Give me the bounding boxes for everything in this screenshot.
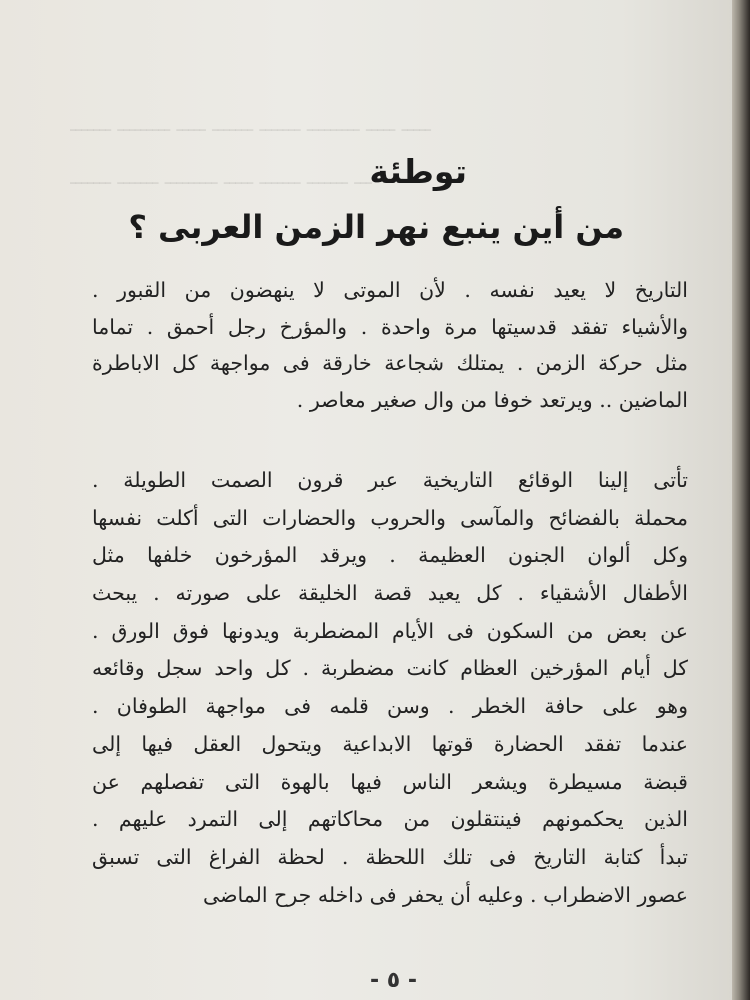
text-line: عندما تفقد الحضارة قوتها الابداعية ويتحول العقل فيها إلى xyxy=(92,731,688,756)
text-line: محملة بالفضائح والمآسى والحروب والحضارات التى أكلت نفسها xyxy=(92,505,688,530)
text-line: عصور الاضطراب . وعليه أن يحفر فى داخله جرح الماضى xyxy=(203,882,688,907)
text-line: تبدأ كتابة التاريخ فى تلك اللحظة . لحظة الفراغ التى تسبق xyxy=(92,844,688,869)
text-line: مثل حركة الزمن . يمتلك شجاعة خارقة فى مواجهة كل الاباطرة xyxy=(92,351,688,375)
page-edge-shadow xyxy=(732,0,750,1000)
text-line: وكل ألوان الجنون العظيمة . ويرقد المؤرخون خلفها مثل xyxy=(92,543,688,568)
paragraph-2 xyxy=(92,462,688,914)
bleed-through-text: ـــــــ ـــــــــ ـــــ ـــــــ ـــــــ ـــــــــ ـــــ ـــــ xyxy=(70,112,431,136)
chapter-heading: توطئة xyxy=(369,152,467,191)
paragraph-1 xyxy=(92,272,688,418)
text-line: كل أيام المؤرخين العظام كانت مضطربة . كل واحد سجل وقائعه xyxy=(92,656,688,681)
text-line: التاريخ لا يعيد نفسه . لأن الموتى لا ينهضون من القبور . xyxy=(92,278,688,302)
text-line: الأطفال الأشقياء . كل يعيد قصة الخليقة على صورته . يبحث xyxy=(92,581,688,606)
text-line: الماضين .. ويرتعد خوفا من وال صغير معاصر . xyxy=(296,387,688,412)
text-line: وهو على حافة الخطر . وسن قلمه فى مواجهة الطوفان . xyxy=(92,694,688,719)
text-line: تأتى إلينا الوقائع التاريخية عبر قرون الصمت الطويلة . xyxy=(92,468,688,492)
text-line: قبضة مسيطرة ويشعر الناس فيها بالهوة التى تفصلهم عن xyxy=(92,769,688,794)
chapter-subheading: من أين ينبع نهر الزمن العربى ؟ xyxy=(128,208,624,246)
page-number: - ٥ - xyxy=(370,968,418,993)
text-line: الذين يحكمونهم فينتقلون من محاكاتهم إلى التمرد عليهم . xyxy=(92,807,688,832)
text-line: عن بعض من السكون فى الأيام المضطربة ويدونها فوق الورق . xyxy=(92,618,688,643)
text-line: والأشياء تفقد قدسيتها مرة واحدة . والمؤرخ رجل أحمق . تماما xyxy=(92,314,688,339)
bleed-through-text: ـــــــ ـــــــ ـــــــــ ـــــ ـــــــ ـــــــ ـــ xyxy=(70,165,372,189)
